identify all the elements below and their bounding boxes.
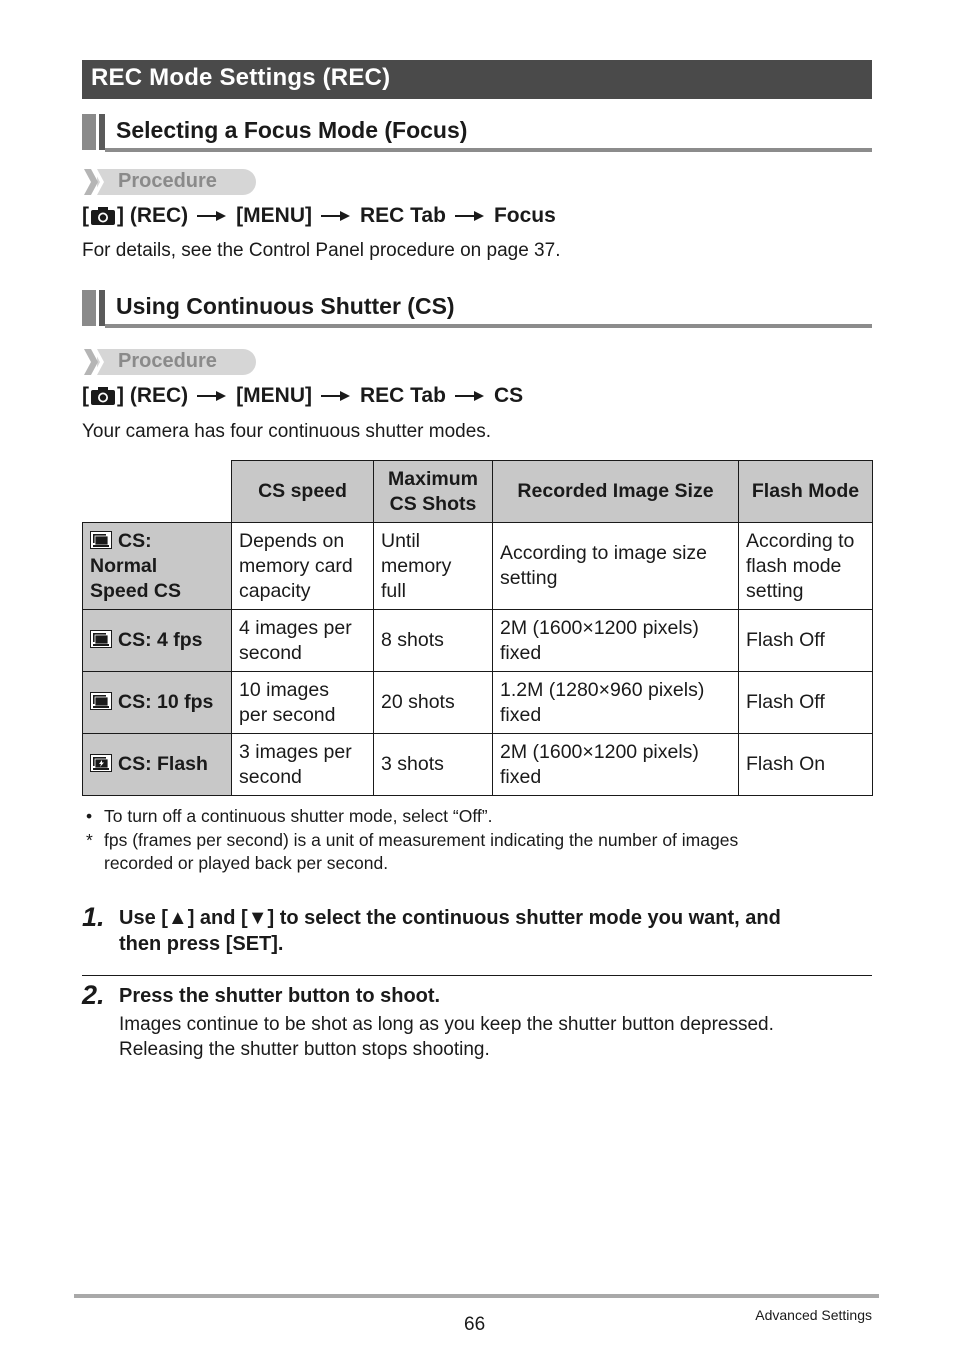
bullet-note: • To turn off a continuous shutter mode, select “Off”.	[86, 806, 493, 826]
arrow-right-icon	[455, 390, 485, 402]
camera-icon	[90, 206, 116, 226]
asterisk-note-continued: recorded or played back per second.	[104, 853, 389, 873]
shots-cell: 3 shots	[374, 734, 493, 796]
mode-cell: CS: Normal Speed CS	[83, 523, 232, 610]
speed-cell: 10 images per second	[232, 672, 374, 734]
cs-modes-table	[82, 460, 873, 796]
step-2-text: Press the shutter button to shoot.	[119, 985, 441, 1007]
step-2-body: Images continue to be shot as long as you keep the shutter button depressed. Releasing the shutter button stops shooting.	[119, 1014, 774, 1060]
cs-menu-path: [ ] (REC) [MENU] REC Tab CS	[82, 384, 524, 407]
flash-cell: Flash Off	[739, 610, 873, 672]
step-number: 1.	[82, 902, 105, 932]
asterisk-note: * fps (frames per second) is a unit of measurement indicating the number of images	[86, 830, 739, 850]
focus-section-heading	[82, 114, 872, 152]
header-max-shots: Maximum CS Shots	[374, 461, 493, 523]
page-title: REC Mode Settings (REC)	[91, 64, 391, 91]
size-cell: 1.2M (1280×960 pixels) fixed	[493, 672, 739, 734]
shots-cell: Until memory full	[374, 523, 493, 610]
camera-icon	[90, 386, 116, 406]
focus-detail-text: For details, see the Control Panel procedure on page 37.	[82, 240, 561, 261]
flash-cell: Flash Off	[739, 672, 873, 734]
mode-cell: CS: 4 fps	[83, 610, 232, 672]
cs-intro-text: Your camera has four continuous shutter modes.	[82, 421, 492, 442]
table-corner-cell	[83, 461, 232, 523]
size-cell: 2M (1600×1200 pixels) fixed	[493, 610, 739, 672]
arrow-right-icon	[197, 210, 227, 222]
size-cell: 2M (1600×1200 pixels) fixed	[493, 734, 739, 796]
table-header-row	[83, 461, 873, 523]
focus-menu-path: [ ] (REC) [MENU] REC Tab Focus	[82, 204, 556, 227]
procedure-label: Procedure	[84, 169, 256, 195]
header-flash-mode: Flash Mode	[739, 461, 873, 523]
table-row	[83, 610, 873, 672]
continuous-shutter-icon	[90, 692, 112, 710]
header-cs-speed: CS speed	[232, 461, 374, 523]
footer-section-name: Advanced Settings	[755, 1307, 872, 1323]
shots-cell: 20 shots	[374, 672, 493, 734]
continuous-shutter-icon	[90, 531, 112, 549]
step-number: 2.	[82, 980, 105, 1010]
page-number: 66	[464, 1314, 486, 1335]
flash-cell: Flash On	[739, 734, 873, 796]
table-row	[83, 734, 873, 796]
cs-section-heading	[82, 290, 872, 328]
mode-cell: CS: 10 fps	[83, 672, 232, 734]
continuous-shutter-icon	[90, 630, 112, 648]
flash-cell: According to flash mode setting	[739, 523, 873, 610]
table-row	[83, 672, 873, 734]
step-1-text: Use [▲] and [▼] to select the continuous shutter mode you want, and then press [SET].	[119, 907, 781, 955]
arrow-right-icon	[455, 210, 485, 222]
arrow-right-icon	[321, 390, 351, 402]
shots-cell: 8 shots	[374, 610, 493, 672]
mode-cell: CS: Flash	[83, 734, 232, 796]
flash-continuous-shutter-icon	[90, 754, 112, 772]
speed-cell: 3 images per second	[232, 734, 374, 796]
speed-cell: 4 images per second	[232, 610, 374, 672]
focus-heading-text: Selecting a Focus Mode (Focus)	[116, 117, 468, 143]
cs-heading-text: Using Continuous Shutter (CS)	[116, 293, 455, 319]
page-title-bar	[82, 60, 872, 99]
procedure-label: Procedure	[84, 349, 256, 375]
arrow-right-icon	[197, 390, 227, 402]
header-image-size: Recorded Image Size	[493, 461, 739, 523]
arrow-right-icon	[321, 210, 351, 222]
footer-rule	[74, 1294, 879, 1298]
table-row	[83, 523, 873, 610]
speed-cell: Depends on memory card capacity	[232, 523, 374, 610]
step-divider	[82, 975, 872, 976]
size-cell: According to image size setting	[493, 523, 739, 610]
